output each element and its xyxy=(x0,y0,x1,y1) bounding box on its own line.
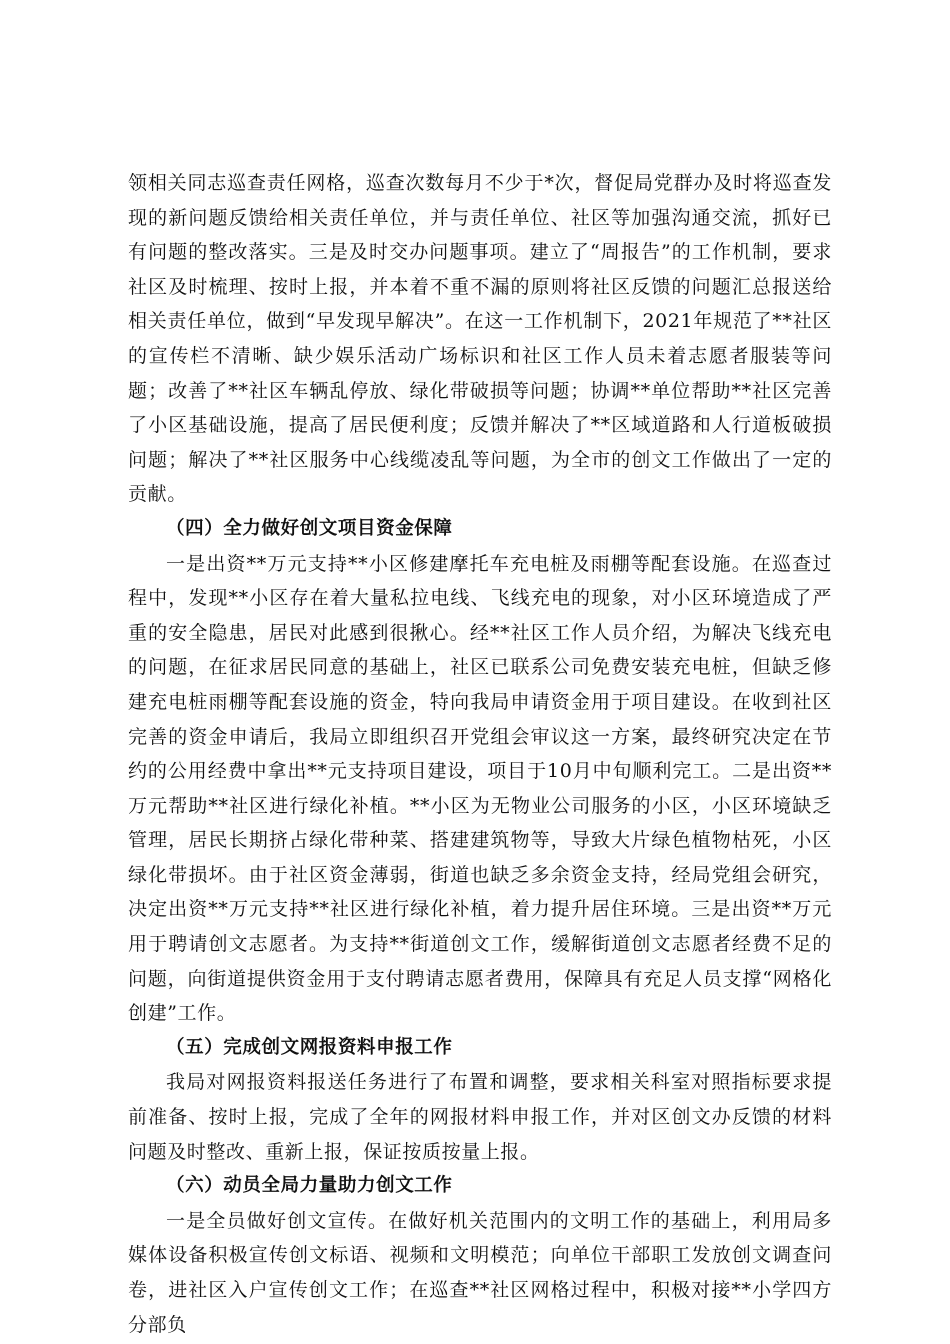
paragraph-online-report: 我局对网报资料报送任务进行了布置和调整，要求相关科室对照指标要求提前准备、按时上报，完成了全年的网报材料申报工作，并对区创文办反馈的材料问题及时整改、重新上报，保证按质按量上报。 xyxy=(128,1071,832,1163)
section-heading-5: （五）完成创文网报资料申报工作 xyxy=(166,1036,453,1058)
paragraph-mobilize: 一是全员做好创文宣传。在做好机关范围内的文明工作的基础上，利用局多媒体设备积极宣传创文标语、视频和文明模范；向单位干部职工发放创文调查问卷，进社区入户宣传创文工作；在巡查**社区网格过程中，积极对接**小学四方分部负 xyxy=(128,1209,832,1336)
section-heading-6: （六）动员全局力量助力创文工作 xyxy=(166,1175,453,1197)
document-body xyxy=(128,166,832,1342)
paragraph-continuation: 领相关同志巡查责任网格，巡查次数每月不少于*次，督促局党群办及时将巡查发现的新问题反馈给相关责任单位，并与责任单位、社区等加强沟通交流，抓好已有问题的整改落实。三是及时交办问题事项。建立了“周报告”的工作机制，要求社区及时梳理、按时上报，并本着不重不漏的原则将社区反馈的问题汇总报送给相关责任单位，做到“早发现早解决”。在这一工作机制下，2021年规范了**社区的宣传栏不清晰、缺少娱乐活动广场标识和社区工作人员未着志愿者服装等问题；改善了**社区车辆乱停放、绿化带破损等问题；协调**单位帮助**社区完善了小区基础设施，提高了居民便利度；反馈并解决了**区域道路和人行道板破损问题；解决了**社区服务中心线缆凌乱等问题，为全市的创文工作做出了一定的贡献。 xyxy=(128,172,832,506)
paragraph-funding: 一是出资**万元支持**小区修建摩托车充电桩及雨棚等配套设施。在巡查过程中，发现**小区存在着大量私拉电线、飞线充电的现象，对小区环境造成了严重的安全隐患，居民对此感到很揪心。经**社区工作人员介绍，为解决飞线充电的问题，在征求居民同意的基础上，社区已联系公司免费安装充电桩，但缺乏修建充电桩雨棚等配套设施的资金，特向我局申请资金用于项目建设。在收到社区完善的资金申请后，我局立即组织召开党组会审议这一方案，最终研究决定在节约的公用经费中拿出**元支持项目建设，项目于10月中旬顺利完工。二是出资**万元帮助**社区进行绿化补植。**小区为无物业公司服务的小区，小区环境缺乏管理，居民长期挤占绿化带种菜、搭建建筑物等，导致大片绿色植物枯死，小区绿化带损坏。由于社区资金薄弱，街道也缺乏多余资金支持，经局党组会研究，决定出资**万元支持**社区进行绿化补植，着力提升居住环境。三是出资**万元用于聘请创文志愿者。为支持**街道创文工作，缓解街道创文志愿者经费不足的问题，向街道提供资金用于支付聘请志愿者费用，保障具有充足人员支撑“网格化创建”工作。 xyxy=(128,552,832,1025)
section-heading-4: （四）全力做好创文项目资金保障 xyxy=(166,517,453,539)
